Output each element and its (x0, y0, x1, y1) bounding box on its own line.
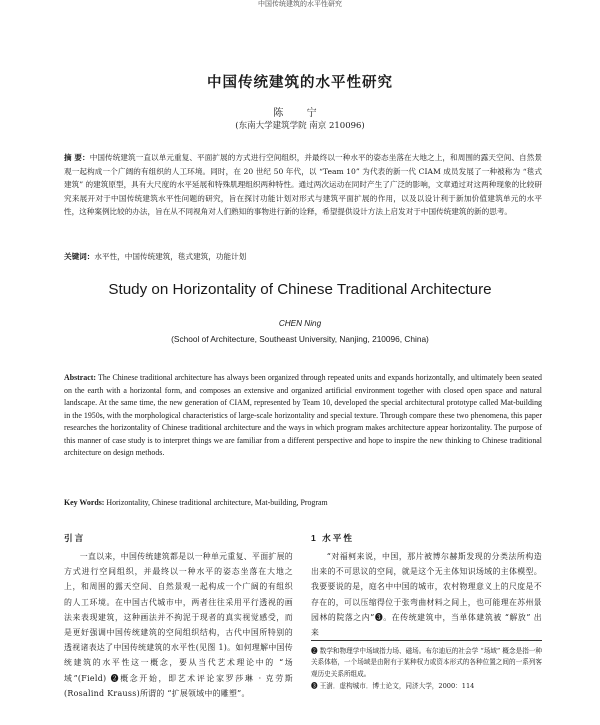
keywords-en-text: Horizontality, Chinese traditional architecture, Mat-building, Program (106, 498, 328, 507)
section-heading-intro: 引言 (64, 533, 86, 543)
author-cn: 陈 宁 (273, 108, 327, 119)
paper-title-en: Study on Horizontality of Chinese Traditional Architecture (108, 281, 492, 298)
paper-title-cn: 中国传统建筑的水平性研究 (207, 74, 393, 91)
running-header: 中国传统建筑的水平性研究 (258, 0, 342, 8)
abstract-en (64, 372, 542, 460)
footnote-2: ❸ 王澍．虚构城市．博士论文，同济大学，2000：114 (311, 682, 475, 691)
footnote-1: ❷ 数学和物理学中场域指力场、磁场。布尔迪厄的社会学 “场域” 概念是指一种关系体格，一个场域是由附有于某种权力或资本形式的各种位置之间的一系列客观历史关系所组成。 (311, 647, 542, 678)
abstract-en-label: Abstract: (64, 373, 96, 382)
keywords-en-label: Key Words: (64, 498, 105, 507)
footnote-divider (311, 640, 542, 641)
intro-body: 一直以来，中国传统建筑都是以一种单元重复、平面扩展的方式进行空间组织，并最终以一种水平的姿态坐落在大地之上，和周围的露天空间、自然景观一起构成一个广阔的有组织的人工环境。在中国古代城市中，两者往往采用平行透视的画法来表现建筑，这种画法并不拘泥于现者的真实视觉感受，而是更好强调中国传统建筑的空间组织结构，古代中国所特别的透视诸表达了中国传统建筑的水平性(见图 1)。如何理解中国传统建筑的水平性这一概念，要从当代艺术理论中的 “场域”(Field) ❷概念开始，即艺术评论家罗莎琳 · 克劳斯(Rosalind Krauss)所谓的 “扩展领域中的雕塑”。 (64, 552, 293, 698)
abstract-cn-text: 中国传统建筑一直以单元重复、平面扩展的方式进行空间组织，并最终以一种水平的姿态坐落在大地之上，和周围的露天空间、自然景观一起构成一个广阔的有组织的人工环境。同时，在 20 世纪 50 年代，以 “Team 10” 为代表的新一代 CIAM 成员发展了一种被称为 “毯式建筑” 的建筑原型，具有大尺度的水平延展和特殊肌理组织两种特性。通过两次运动在同时产生了广泛的影响，文章通过对这两种现象的比较研究来展开对于中国传统建筑水平性问题的研究，旨在探讨功能计划对形式与建筑平面扩展的作用，以及以设计利于新加价值建筑单元的水平性，这种案例比较的办法，旨在从不同视角对人们熟知的事物进行新的诠释，希望提供设计方法上启发对于中国传统建筑的新的思考。 (64, 153, 542, 217)
abstract-en-text: The Chinese traditional architecture has always been organized through repeated units and expands horizontally, and ultimately been seated on the earth with a horizontal form, and composes an extensive and organized artificial environment together with closed open space and natural landscape. At the same time, the new generation of CIAM, represented by Team 10, developed the special architectural prototype called Mat-building in the 1950s, with the morphological characteristics of large-scale horizontality and special texture. Through compare these two phenomena, this paper researches the horizontality of Chinese traditional architecture and the ways in which program makes architecture appear horizontality. The purpose of this manner of case study is to interpret things we are familiar from a different perspective and hope to inspire the new thinking to Chinese traditional architecture on design methods. (64, 373, 542, 457)
keywords-cn (64, 251, 542, 263)
affiliation-en: (School of Architecture, Southeast University, Nanjing, 210096, China) (171, 334, 429, 344)
keywords-cn-text: 水平性，中国传统建筑，毯式建筑，功能计划 (94, 252, 247, 261)
abstract-cn (64, 151, 542, 219)
abstract-cn-label: 摘 要： (64, 153, 90, 162)
keywords-en (64, 497, 542, 509)
affiliation-cn: (东南大学建筑学院 南京 210096) (235, 121, 365, 131)
section-heading-horizontality: 1 水平性 (311, 533, 354, 543)
author-en: CHEN Ning (278, 319, 322, 328)
footnotes (311, 646, 542, 694)
keywords-cn-label: 关键词： (64, 252, 95, 261)
section1-body: “对福柯来说，中国，那片被博尔赫斯发现的分类法所构造出来的不可思议的空间，就是这个无主体知识场域的主体模型。我要要说的是，庭名中中国的城市，农村物理意义上的尺度是不存在的，可以压缩得位于张弯曲材料之间上，也可能理在苏州景园林的院落之内”❸。在传统建筑中，当单体建筑被 “解放” 出来 (311, 552, 542, 638)
